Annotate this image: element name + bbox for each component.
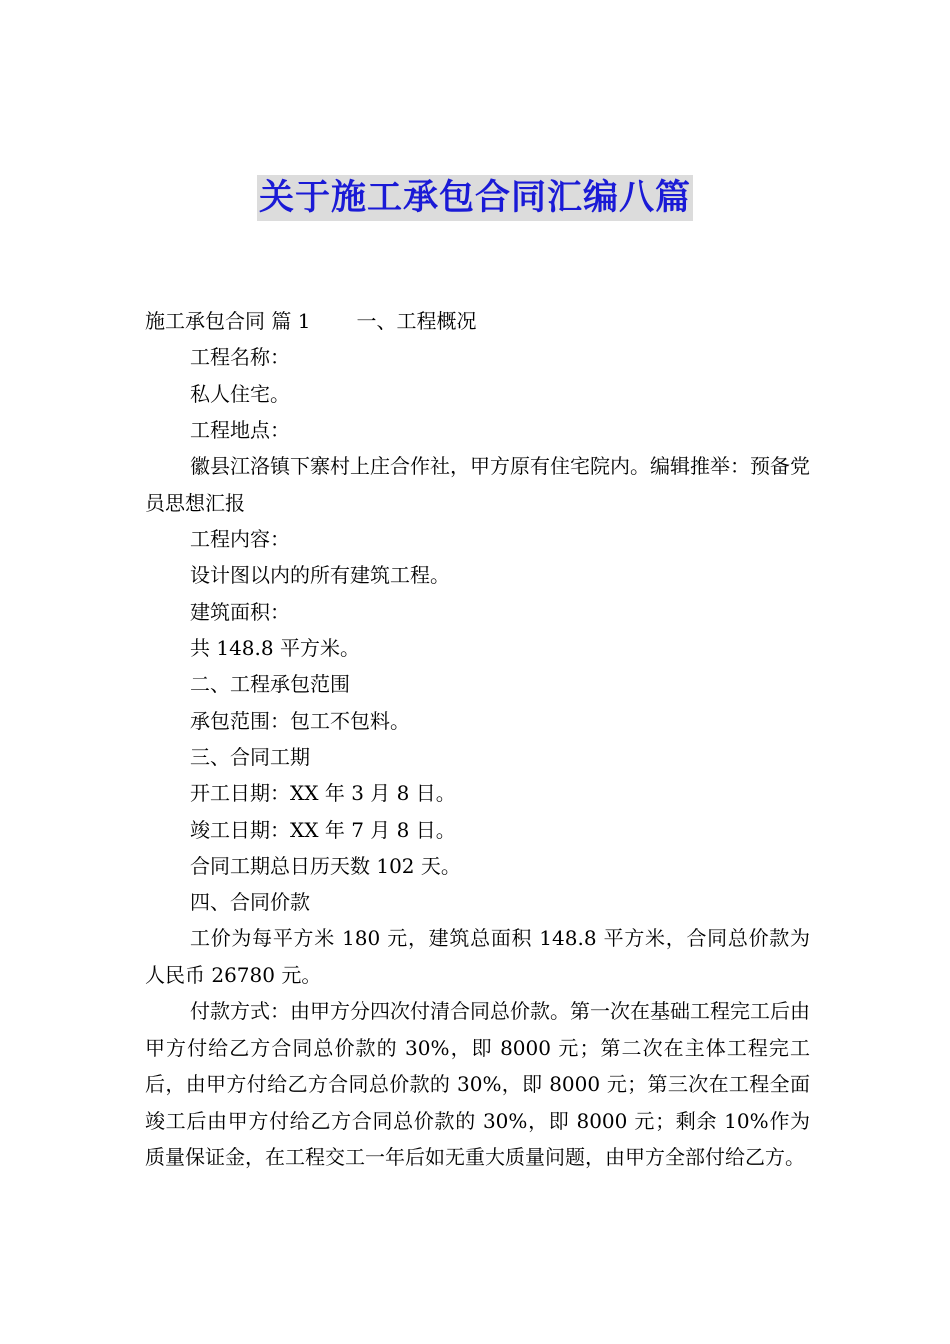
- text-line: 合同工期总日历天数 102 天。: [190, 853, 461, 878]
- text-line: 承包范围：包工不包料。: [190, 708, 410, 733]
- section-heading: 一、工程概况: [356, 309, 477, 333]
- paragraph-location: 徽县江洛镇下寨村上庄合作社，甲方原有住宅院内。编辑推举：预备党员思想汇报: [145, 454, 810, 515]
- text-line: 工程地点：: [190, 417, 290, 442]
- section-heading: 四、合同价款: [190, 890, 310, 915]
- paragraph-payment: 付款方式：由甲方分四次付清合同总价款。第一次在基础工程完工后由甲方付给乙方合同总价款的 30%，即 8000 元；第二次在主体工程完工后，由甲方付给乙方合同总价款的 30%，即 8000 元；第三次在工程全面竣工后由甲方付给乙方合同总价款的 30%，即 8000 元；剩余 10%作为质量保证金，在工程交工一年后如无重大质量问题，由甲方全部付给乙方。: [145, 999, 810, 1170]
- section-heading: 三、合同工期: [190, 744, 310, 769]
- section-heading-line: [145, 303, 810, 339]
- text-line: 开工日期：XX 年 3 月 8 日。: [190, 781, 456, 806]
- paragraph-price: 工价为每平方米 180 元，建筑总面积 148.8 平方米，合同总价款为人民币 26780 元。: [145, 926, 810, 987]
- text-line: 工程内容：: [190, 527, 290, 552]
- section-heading: 二、工程承包范围: [190, 672, 350, 697]
- text-line: 设计图以内的所有建筑工程。: [190, 563, 450, 588]
- text-line: 共 148.8 平方米。: [190, 636, 360, 661]
- text-line: 工程名称：: [190, 345, 290, 370]
- text-line: 竣工日期：XX 年 7 月 8 日。: [190, 817, 456, 842]
- title-container: [0, 175, 950, 221]
- document-title: 关于施工承包合同汇编八篇: [257, 175, 693, 221]
- article-label: 施工承包合同 篇 1: [145, 309, 311, 333]
- text-line: 建筑面积：: [190, 599, 290, 624]
- text-line: 私人住宅。: [190, 381, 290, 406]
- document-body: [145, 303, 810, 1176]
